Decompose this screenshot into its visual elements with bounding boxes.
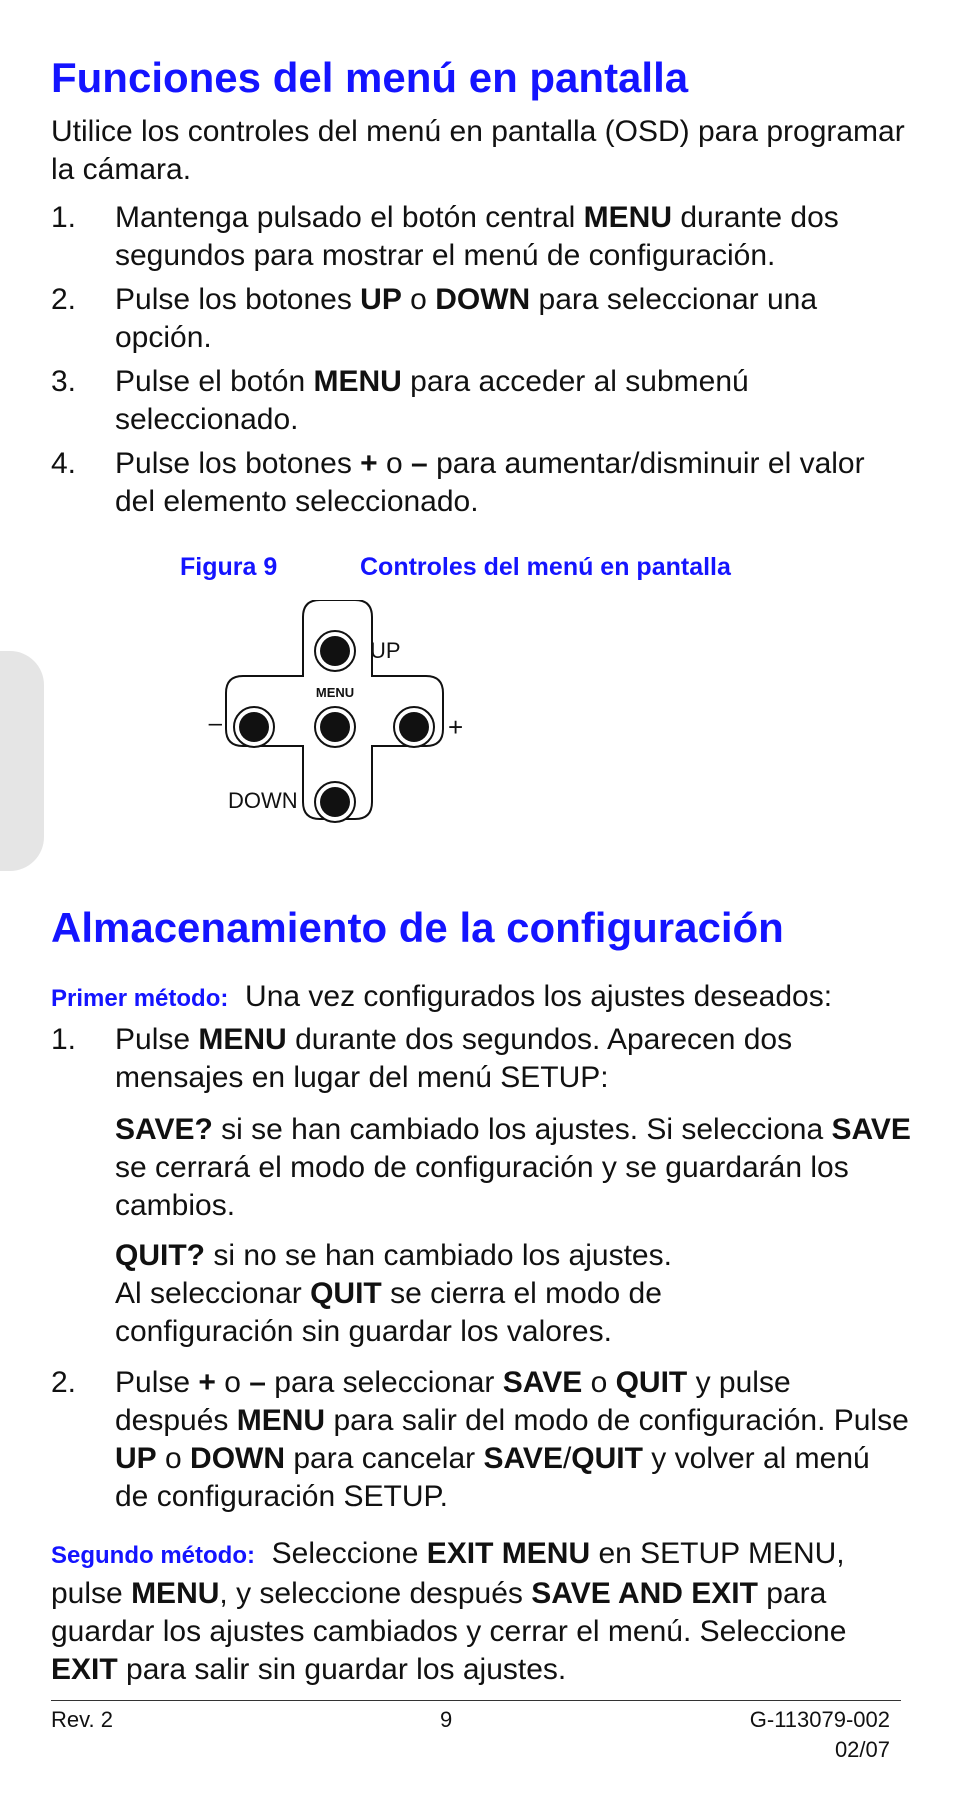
step-text: Pulse MENU durante dos segundos. Aparecen dos mensajes en lugar del menú SETUP: <box>115 1023 793 1094</box>
minus-label: – <box>208 710 222 737</box>
quit-note: QUIT? si no se han cambiado los ajustes. Al seleccionar QUIT se cierra el modo de configuración sin guardar los valores. <box>115 1239 672 1348</box>
save-note: SAVE? si se han cambiado los ajustes. Si selecciona SAVE se cerrará el modo de configuración y se guardarán los cambios. <box>115 1113 911 1222</box>
osd-step-3 <box>51 363 911 439</box>
method2-paragraph: Segundo método: Seleccione EXIT MENU en SETUP MENU, pulse MENU, y seleccione después SAVE AND EXIT para guardar los ajustes cambiados y cerrar el menú. Seleccione EXIT para salir sin guardar los ajustes. <box>51 1537 847 1686</box>
method1-label: Primer método: <box>51 985 229 1012</box>
osd-control-diagram <box>190 600 490 850</box>
up-button[interactable] <box>315 631 355 671</box>
footer-date: 02/07 <box>834 1737 890 1762</box>
method1-intro: Primer método: Una vez configurados los ajustes deseados: <box>51 980 833 1013</box>
save-step-2 <box>51 1364 911 1516</box>
up-label: UP <box>370 638 401 663</box>
footer-divider <box>51 1700 901 1701</box>
plus-label: + <box>448 712 464 742</box>
down-label: DOWN <box>228 788 298 813</box>
osd-intro: Utilice los controles del menú en pantalla (OSD) para programar la cámara. <box>51 115 905 186</box>
method2-label: Segundo método: <box>51 1542 255 1569</box>
section-title-save: Almacenamiento de la configuración <box>51 904 784 951</box>
footer-doc-number: G-113079-002 <box>749 1707 890 1732</box>
step-number: 2. <box>51 283 77 316</box>
osd-step-4 <box>51 445 911 521</box>
step-number: 1. <box>51 201 77 234</box>
step-text: Pulse los botones + o – para aumentar/disminuir el valor del elemento seleccionado. <box>115 447 865 518</box>
osd-step-1 <box>51 199 911 275</box>
step-text: Mantenga pulsado el botón central MENU durante dos segundos para mostrar el menú de configuración. <box>115 201 839 272</box>
step-text: Pulse los botones UP o DOWN para seleccionar una opción. <box>115 283 818 354</box>
menu-button[interactable] <box>315 707 355 747</box>
figure-number: Figura 9 <box>180 553 278 581</box>
step-number: 1. <box>51 1023 77 1056</box>
plus-button[interactable] <box>394 707 434 747</box>
section-title-osd: Funciones del menú en pantalla <box>51 54 689 101</box>
step-text: Pulse + o – para seleccionar SAVE o QUIT y pulse después MENU para salir del modo de configuración. Pulse UP o DOWN para cancelar SAVE/QUIT y volver al menú de configuración SETUP. <box>115 1366 909 1513</box>
footer-page-number: 9 <box>440 1707 453 1732</box>
figure-caption: Controles del menú en pantalla <box>360 553 731 581</box>
step-text: Pulse el botón MENU para acceder al submenú seleccionado. <box>115 365 749 436</box>
down-button[interactable] <box>315 782 355 822</box>
menu-label: MENU <box>315 685 355 700</box>
step-number: 4. <box>51 447 77 480</box>
page-side-tab <box>0 651 44 871</box>
save-step-1 <box>51 1021 911 1097</box>
osd-step-2 <box>51 281 911 357</box>
step-number: 2. <box>51 1366 77 1399</box>
footer-revision: Rev. 2 <box>51 1707 113 1732</box>
step-number: 3. <box>51 365 77 398</box>
minus-button[interactable] <box>234 707 274 747</box>
